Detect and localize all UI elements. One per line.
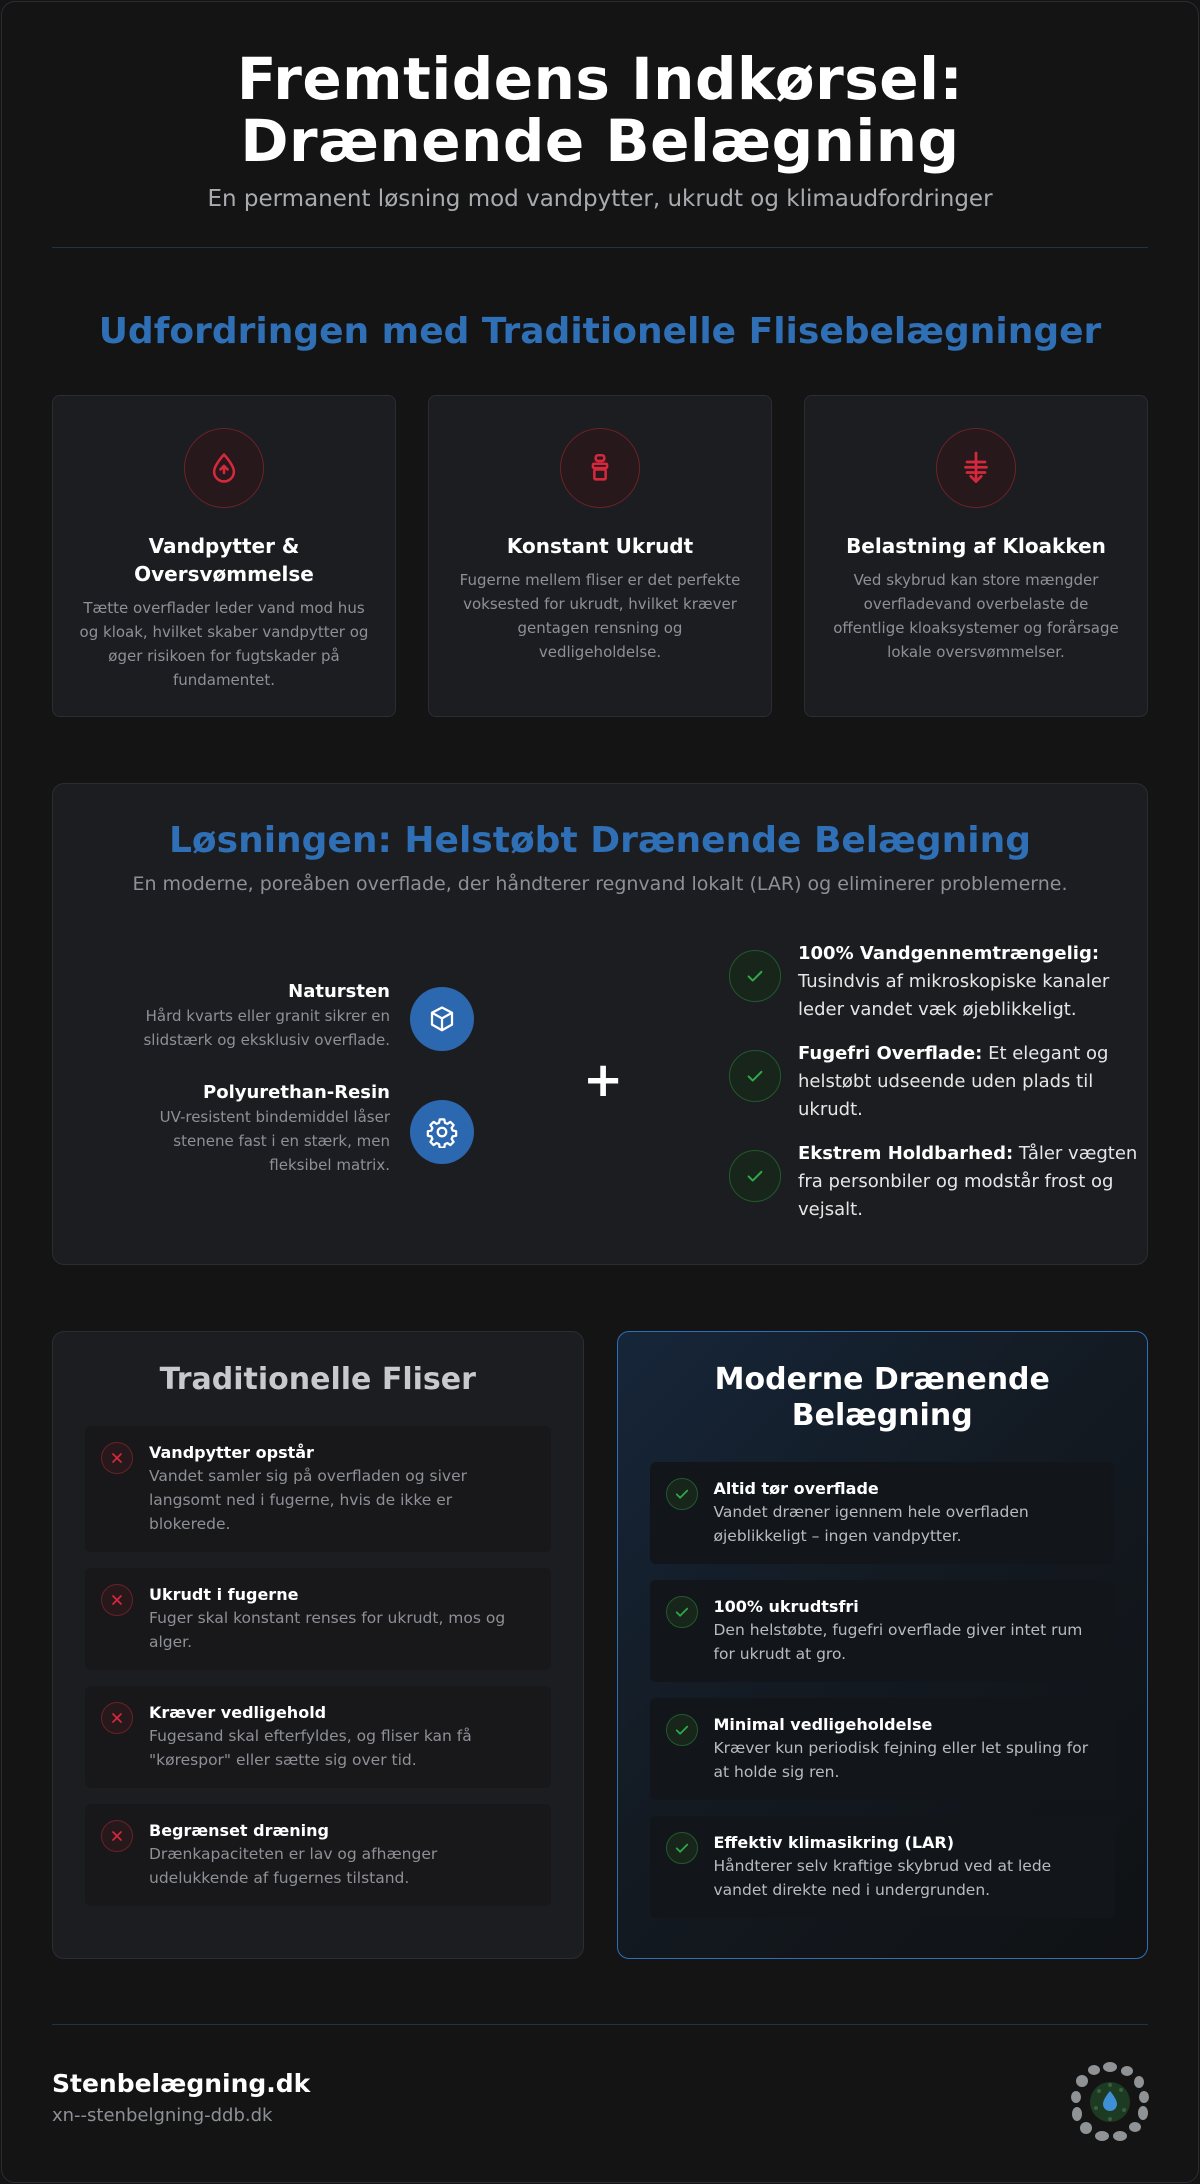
modern-list <box>650 1462 1116 1918</box>
divider <box>52 247 1148 248</box>
challenge-text: Ved skybrud kan store mængder overfladevand overbelaste de offentlige kloaksystemer og forårsage lokale oversvømmelser. <box>833 571 1119 661</box>
check-icon <box>729 1050 781 1102</box>
ingredient-title: Polyurethan-Resin <box>203 1082 390 1103</box>
challenge-title: Belastning af Kloakken <box>846 534 1106 558</box>
list-item <box>650 1698 1116 1800</box>
plus-sign: + <box>583 1052 624 1108</box>
list-item <box>85 1568 551 1670</box>
benefit-text: 100% Vandgennemtrængelig: Tusindvis af mikroskopiske kanaler leder vandet væk øjeblikkeligt. <box>798 943 1110 1020</box>
challenge-card-water <box>52 395 396 717</box>
item-text: Kræver kun periodisk fejning eller let spuling for at holde sig ren. <box>713 1739 1089 1781</box>
check-icon <box>666 1832 698 1864</box>
challenge-cards <box>52 395 1148 717</box>
item-title: Altid tør overflade <box>713 1479 879 1498</box>
traditional-heading: Traditionelle Fliser <box>159 1362 476 1397</box>
infographic-page <box>1 1 1199 2183</box>
check-icon <box>729 950 781 1002</box>
challenge-card-sewer <box>804 395 1148 717</box>
ingredient-stone <box>90 980 390 1052</box>
x-icon <box>101 1702 133 1734</box>
check-icon <box>666 1478 698 1510</box>
drain-arrow-icon <box>936 428 1016 508</box>
hero <box>2 2 1198 212</box>
traditional-column <box>52 1331 584 1959</box>
challenge-title: Vandpytter & Oversvømmelse <box>134 534 314 586</box>
item-title: Vandpytter opstår <box>149 1443 314 1462</box>
item-text: Fugesand skal efterfyldes, og fliser kan få "kørespor" eller sætte sig over tid. <box>149 1727 472 1769</box>
page-title <box>2 45 1198 175</box>
brand-domain[interactable]: xn--stenbelgning-ddb.dk <box>52 2105 273 2126</box>
item-text: Den helstøbte, fugefri overflade giver intet rum for ukrudt at gro. <box>713 1621 1083 1663</box>
x-icon <box>101 1442 133 1474</box>
item-text: Håndterer selv kraftige skybrud ved at lede vandet direkte ned i undergrunden. <box>713 1857 1052 1899</box>
traditional-list <box>85 1426 551 1906</box>
item-title: Kræver vedligehold <box>149 1703 327 1722</box>
item-text: Vandet samler sig på overfladen og siver langsomt ned i fugerne, hvis de ikke er blokerede. <box>149 1467 467 1533</box>
comparison <box>52 1331 1148 1959</box>
modern-heading: Moderne Drænende Belægning <box>714 1362 1050 1433</box>
page-subtitle: En permanent løsning mod vandpytter, ukrudt og klimaudfordringer <box>207 186 993 212</box>
list-item <box>650 1580 1116 1682</box>
challenge-text: Fugerne mellem fliser er det perfekte voksested for ukrudt, hvilket kræver gentagen rensning og vedligeholdelse. <box>459 571 741 661</box>
title-line-2: Drænende Belægning <box>240 107 960 175</box>
title-line-1: Fremtidens Indkørsel: <box>236 45 964 113</box>
item-title: Ukrudt i fugerne <box>149 1585 299 1604</box>
list-item <box>85 1804 551 1906</box>
item-title: 100% ukrudtsfri <box>713 1597 859 1616</box>
list-item <box>650 1462 1116 1564</box>
benefit-text: Ekstrem Holdbarhed: Tåler vægten fra personbiler og modstår frost og vejsalt. <box>798 1143 1138 1220</box>
item-title: Begrænset dræning <box>149 1821 329 1840</box>
benefit-text: Fugefri Overflade: Et elegant og helstøbt udseende uden plads til ukrudt. <box>798 1043 1109 1120</box>
challenge-text: Tætte overflader leder vand mod hus og kloak, hvilket skaber vandpytter og øger risikoen for fugtskader på fundamentet. <box>79 599 369 689</box>
list-item <box>85 1426 551 1552</box>
x-icon <box>101 1820 133 1852</box>
modern-column <box>617 1331 1149 1959</box>
brand-name[interactable]: Stenbelægning.dk <box>52 2069 311 2098</box>
list-item <box>85 1686 551 1788</box>
x-icon <box>101 1584 133 1616</box>
solution-lead: En moderne, poreåben overflade, der håndterer regnvand lokalt (LAR) og eliminerer problemerne. <box>132 873 1068 895</box>
solution-panel <box>52 783 1148 1265</box>
item-text: Vandet dræner igennem hele overfladen øjeblikkeligt – ingen vandpytter. <box>713 1503 1029 1545</box>
item-title: Effektiv klimasikring (LAR) <box>713 1833 955 1852</box>
challenge-title: Konstant Ukrudt <box>506 534 694 558</box>
weed-pot-icon <box>560 428 640 508</box>
challenges-heading: Udfordringen med Traditionelle Flisebelægninger <box>98 311 1102 352</box>
ingredient-title: Natursten <box>288 981 390 1002</box>
footer <box>2 2025 1198 2183</box>
check-icon <box>666 1596 698 1628</box>
ingredient-text: UV-resistent bindemiddel låser stenene fast i en stærk, men fleksibel matrix. <box>159 1108 390 1174</box>
item-text: Drænkapaciteten er lav og afhænger udelukkende af fugernes tilstand. <box>149 1845 438 1887</box>
cube-icon <box>410 987 474 1051</box>
check-icon <box>729 1150 781 1202</box>
ingredient-resin <box>90 1081 390 1177</box>
stone-ring-drop-logo <box>1069 2061 1151 2143</box>
solution-heading: Løsningen: Helstøbt Drænende Belægning <box>168 820 1031 861</box>
item-title: Minimal vedligeholdelse <box>713 1715 933 1734</box>
challenge-card-weeds <box>428 395 772 717</box>
gear-icon <box>410 1100 474 1164</box>
check-icon <box>666 1714 698 1746</box>
item-text: Fuger skal konstant renses for ukrudt, mos og alger. <box>149 1609 506 1651</box>
list-item <box>650 1816 1116 1918</box>
water-drop-icon <box>184 428 264 508</box>
ingredient-text: Hård kvarts eller granit sikrer en slidstærk og eksklusiv overflade. <box>143 1007 390 1049</box>
